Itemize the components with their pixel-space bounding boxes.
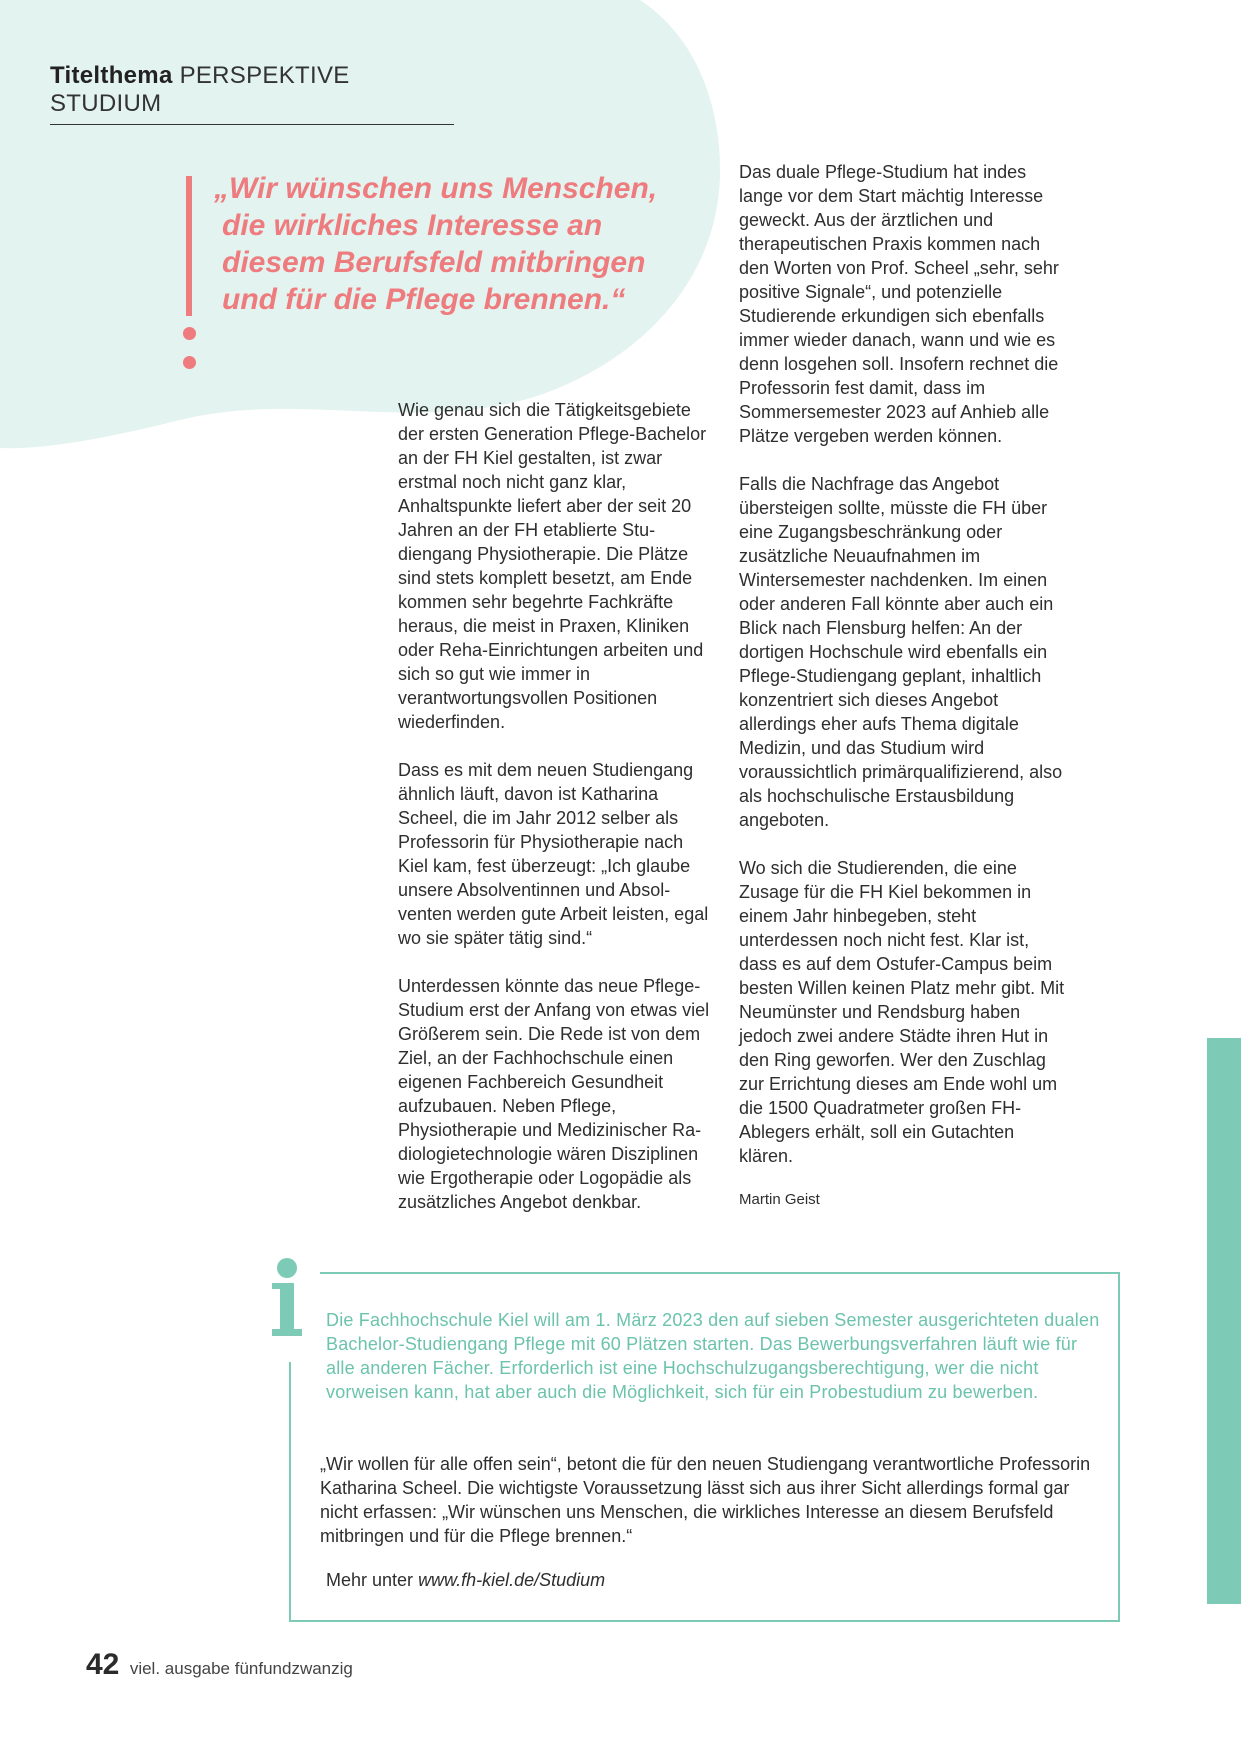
header-title: PERSPEKTIVE STUDIUM <box>50 62 350 117</box>
more-link[interactable]: www.fh-kiel.de/Studium <box>418 1570 606 1590</box>
more-label: Mehr unter <box>326 1570 414 1590</box>
quote-exclamation-bar <box>186 176 192 316</box>
info-box-border <box>289 1362 291 1622</box>
side-tab-marker <box>1207 1038 1241 1604</box>
page-number: 42 <box>86 1648 120 1681</box>
article-paragraph: Wie genau sich die Tätigkeitsgebiete der ersten Generation Pflege-Bachelor an der FH Kiel gestalten, ist zwar erstmal noch nicht ganz klar, Anhaltspunkte liefert aber der seit 20 Jahren an der FH etablierte Studiengang Physiotherapie. Die Plätze sind stets komplett besetzt, am Ende kommen sehr begehrte Fachkräfte heraus, die meist in Praxen, Kliniken oder Reha-Einrichtungen arbeiten und sich so gut wie immer in verantwortungsvollen Positionen wiederfinden. <box>398 400 707 732</box>
page-footer <box>86 1648 353 1682</box>
info-box-more <box>326 1570 605 1591</box>
article-author: Martin Geist <box>739 1191 820 1208</box>
article-paragraph: Dass es mit dem neuen Studiengang ähnlich läuft, davon ist Katharina Scheel, die im Jahr 2012 selber als Professorin für Physiotherapie nach Kiel kam, fest überzeugt: „Ich glaube unsere Absolventinnen und Absolventen werden gute Arbeit leisten, egal wo sie später tätig sind.“ <box>398 760 709 948</box>
article-column-right <box>739 160 1069 1212</box>
article-paragraph: Unterdessen könnte das neue Pflege-Studium erst der Anfang von etwas viel Größerem sein. Die Rede ist von dem Ziel, an der Fachhochschule einen eigenen Fachbereich Gesundheit aufzubauen. Neben Pflege, Physiotherapie und Medizinischer Radiologietechnologie wären Disziplinen wie Ergotherapie oder Logopädie als zusätzliches Angebot denkbar. <box>398 976 710 1212</box>
header-section: Titelthema <box>50 62 173 89</box>
publication-name: viel. ausgabe fünfundzwanzig <box>129 1659 353 1678</box>
pull-quote-line: „Wir wünschen uns Menschen, <box>214 172 658 205</box>
pull-quote <box>214 170 694 318</box>
page-header <box>50 62 454 125</box>
info-box-border <box>320 1272 1120 1274</box>
article-paragraph: Falls die Nachfrage das Angebot übersteigen sollte, müsste die FH über eine Zugangsbeschränkung oder zusätzliche Neuaufnahmen im Wintersemester nachdenken. Im einen oder anderen Fall könnte aber auch ein Blick nach Flensburg helfen: An der dortigen Hochschule wird ebenfalls ein Pflege-Studiengang geplant, inhaltlich konzentriert sich dieses Angebot allerdings eher aufs Thema digitale Medizin, und das Studium wird voraussichtlich primärqualifizierend, also als hochschulische Erstausbildung angeboten. <box>739 474 1063 830</box>
pull-quote-line: und für die Pflege brennen.“ <box>222 283 626 316</box>
info-box-border <box>1118 1272 1120 1622</box>
pull-quote-line: diesem Berufsfeld mitbringen <box>222 246 646 279</box>
info-box-intro: Die Fachhochschule Kiel will am 1. März 2023 den auf sieben Semester ausgerichteten dualen Bachelor-Studiengang Pflege mit 60 Plätzen starten. Das Bewerbungsverfahren läuft wie für alle anderen Fächer. Erforderlich ist eine Hochschulzugangsberechtigung, wer die nicht vorweisen kann, hat aber auch die Möglichkeit, sich für ein Probestudium zu bewerben. <box>326 1310 1100 1402</box>
info-box-border <box>289 1620 1120 1622</box>
info-box-quote: „Wir wollen für alle offen sein“, betont die für den neuen Studiengang verantwortliche Professorin Katharina Scheel. Die wichtigste Voraussetzung lässt sich aus ihrer Sicht allerdings formal gar nicht erfassen: „Wir wünschen uns Menschen, die wirkliches Interesse an diesem Berufsfeld mitbringen und für die Pflege brennen.“ <box>320 1454 1091 1546</box>
quote-dot <box>183 356 196 369</box>
article-paragraph: Das duale Pflege-Studium hat indes lange vor dem Start mächtig Interesse geweckt. Aus der ärztlichen und therapeutischen Praxis kommen nach den Worten von Prof. Scheel „sehr, sehr positive Signale“, und potenzielle Studierende erkundigen sich ebenfalls immer wieder danach, wann und wie es denn losgehen soll. Insofern rechnet die Professorin fest damit, dass im Sommersemester 2023 auf Anhieb alle Plätze vergeben werden können. <box>739 162 1059 446</box>
article-paragraph: Wo sich die Studierenden, die eine Zusage für die FH Kiel bekommen in einem Jahr hinbegeben, steht unterdessen noch nicht fest. Klar ist, dass es auf dem Ostufer-Campus beim besten Willen keinen Platz mehr gibt. Mit Neumünster und Rendsburg haben jedoch zwei andere Städte ihren Hut in den Ring geworfen. Wer den Zuschlag zur Errichtung dieses am Ende wohl um die 1500 Quadratmeter großen FH-Ablegers erhält, soll ein Gutachten klären. <box>739 858 1065 1166</box>
pull-quote-line: die wirkliches Interesse an <box>222 209 603 242</box>
quote-dot <box>183 327 196 340</box>
article-column-left <box>398 398 718 1238</box>
